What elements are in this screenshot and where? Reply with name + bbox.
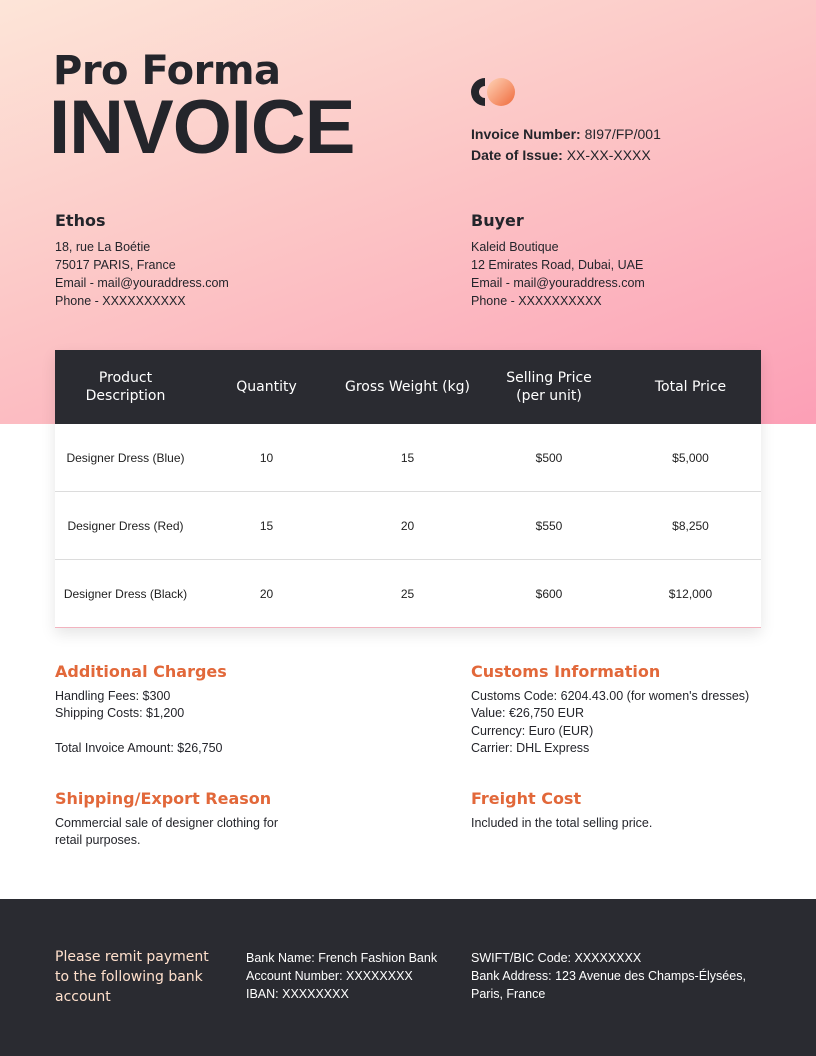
- remit-instructions: Please remit payment to the following bank account: [55, 949, 209, 1005]
- cell-weight: 20: [337, 492, 478, 560]
- buyer-email: Email - mail@youraddress.com: [471, 276, 645, 290]
- freight-title: Freight Cost: [471, 789, 582, 808]
- column-header-product: Product Description: [55, 350, 196, 424]
- cell-quantity: 15: [196, 492, 337, 560]
- cell-weight: 25: [337, 560, 478, 628]
- invoice-number-value: 8I97/FP/001: [584, 126, 661, 142]
- swift-details: [471, 949, 746, 1003]
- cell-quantity: 10: [196, 424, 337, 492]
- customs-title: Customs Information: [471, 662, 661, 681]
- handling-fees: Handling Fees: $300: [55, 688, 171, 703]
- export-reason-line: Commercial sale of designer clothing for: [55, 815, 279, 830]
- buyer-phone: Phone - XXXXXXXXXX: [471, 294, 602, 308]
- cell-product: Designer Dress (Red): [55, 492, 196, 560]
- cell-unit-price: $500: [478, 424, 620, 492]
- buyer-title: Buyer: [471, 211, 524, 230]
- cell-total: $8,250: [620, 492, 761, 560]
- total-invoice-amount: Total Invoice Amount: $26,750: [55, 740, 223, 755]
- bank-address-city: Paris, France: [471, 987, 546, 1001]
- freight-text: Included in the total selling price.: [471, 815, 653, 830]
- cell-total: $12,000: [620, 560, 761, 628]
- cell-product: Designer Dress (Blue): [55, 424, 196, 492]
- customs-value: Value: €26,750 EUR: [471, 706, 585, 720]
- buyer-name: Kaleid Boutique: [471, 240, 559, 254]
- customs-carrier: Carrier: DHL Express: [471, 741, 590, 755]
- table-row: [55, 492, 761, 560]
- customs-section: [471, 663, 749, 758]
- cell-unit-price: $600: [478, 560, 620, 628]
- bank-details: [246, 949, 437, 1003]
- freight-section: [471, 790, 652, 832]
- issue-date-value: XX-XX-XXXX: [566, 147, 651, 163]
- seller-email: Email - mail@youraddress.com: [55, 276, 229, 290]
- bank-name: Bank Name: French Fashion Bank: [246, 951, 438, 965]
- cell-unit-price: $550: [478, 492, 620, 560]
- customs-currency: Currency: Euro (EUR): [471, 723, 594, 738]
- payment-footer: [0, 899, 816, 1056]
- column-header-quantity: Quantity: [196, 350, 337, 424]
- invoice-meta: [471, 124, 661, 166]
- additional-charges-title: Additional Charges: [55, 662, 227, 681]
- seller-name: Ethos: [55, 211, 106, 230]
- iban: IBAN: XXXXXXXX: [246, 987, 349, 1001]
- export-reason-title: Shipping/Export Reason: [55, 789, 272, 808]
- additional-charges-section: [55, 663, 227, 757]
- buyer-address: 12 Emirates Road, Dubai, UAE: [471, 258, 644, 272]
- column-header-unit-price: Selling Price (per unit): [478, 350, 620, 424]
- cell-weight: 15: [337, 424, 478, 492]
- invoice-number-label: Invoice Number:: [471, 126, 581, 142]
- buyer-block: [471, 212, 645, 310]
- company-logo-icon: [471, 76, 517, 108]
- export-reason-section: [55, 790, 278, 850]
- table-header-row: [55, 350, 761, 424]
- seller-city-line: 75017 PARIS, France: [55, 258, 176, 272]
- seller-address-line: 18, rue La Boétie: [55, 240, 151, 254]
- items-table: [55, 350, 761, 628]
- column-header-weight: Gross Weight (kg): [337, 350, 478, 424]
- customs-code: Customs Code: 6204.43.00 (for women's dresses): [471, 688, 750, 703]
- account-number: Account Number: XXXXXXXX: [246, 969, 413, 983]
- table-row: [55, 424, 761, 492]
- seller-phone: Phone - XXXXXXXXXX: [55, 294, 186, 308]
- cell-product: Designer Dress (Black): [55, 560, 196, 628]
- document-title-line1: Pro Forma: [53, 48, 281, 94]
- table-row: [55, 560, 761, 628]
- swift-code: SWIFT/BIC Code: XXXXXXXX: [471, 951, 642, 965]
- column-header-total: Total Price: [620, 350, 761, 424]
- issue-date-label: Date of Issue:: [471, 147, 563, 163]
- export-reason-line: retail purposes.: [55, 833, 141, 847]
- shipping-costs: Shipping Costs: $1,200: [55, 706, 185, 720]
- seller-block: [55, 212, 229, 310]
- cell-quantity: 20: [196, 560, 337, 628]
- bank-address: Bank Address: 123 Avenue des Champs-Élysées,: [471, 969, 746, 983]
- cell-total: $5,000: [620, 424, 761, 492]
- document-title-line2: INVOICE: [49, 85, 355, 170]
